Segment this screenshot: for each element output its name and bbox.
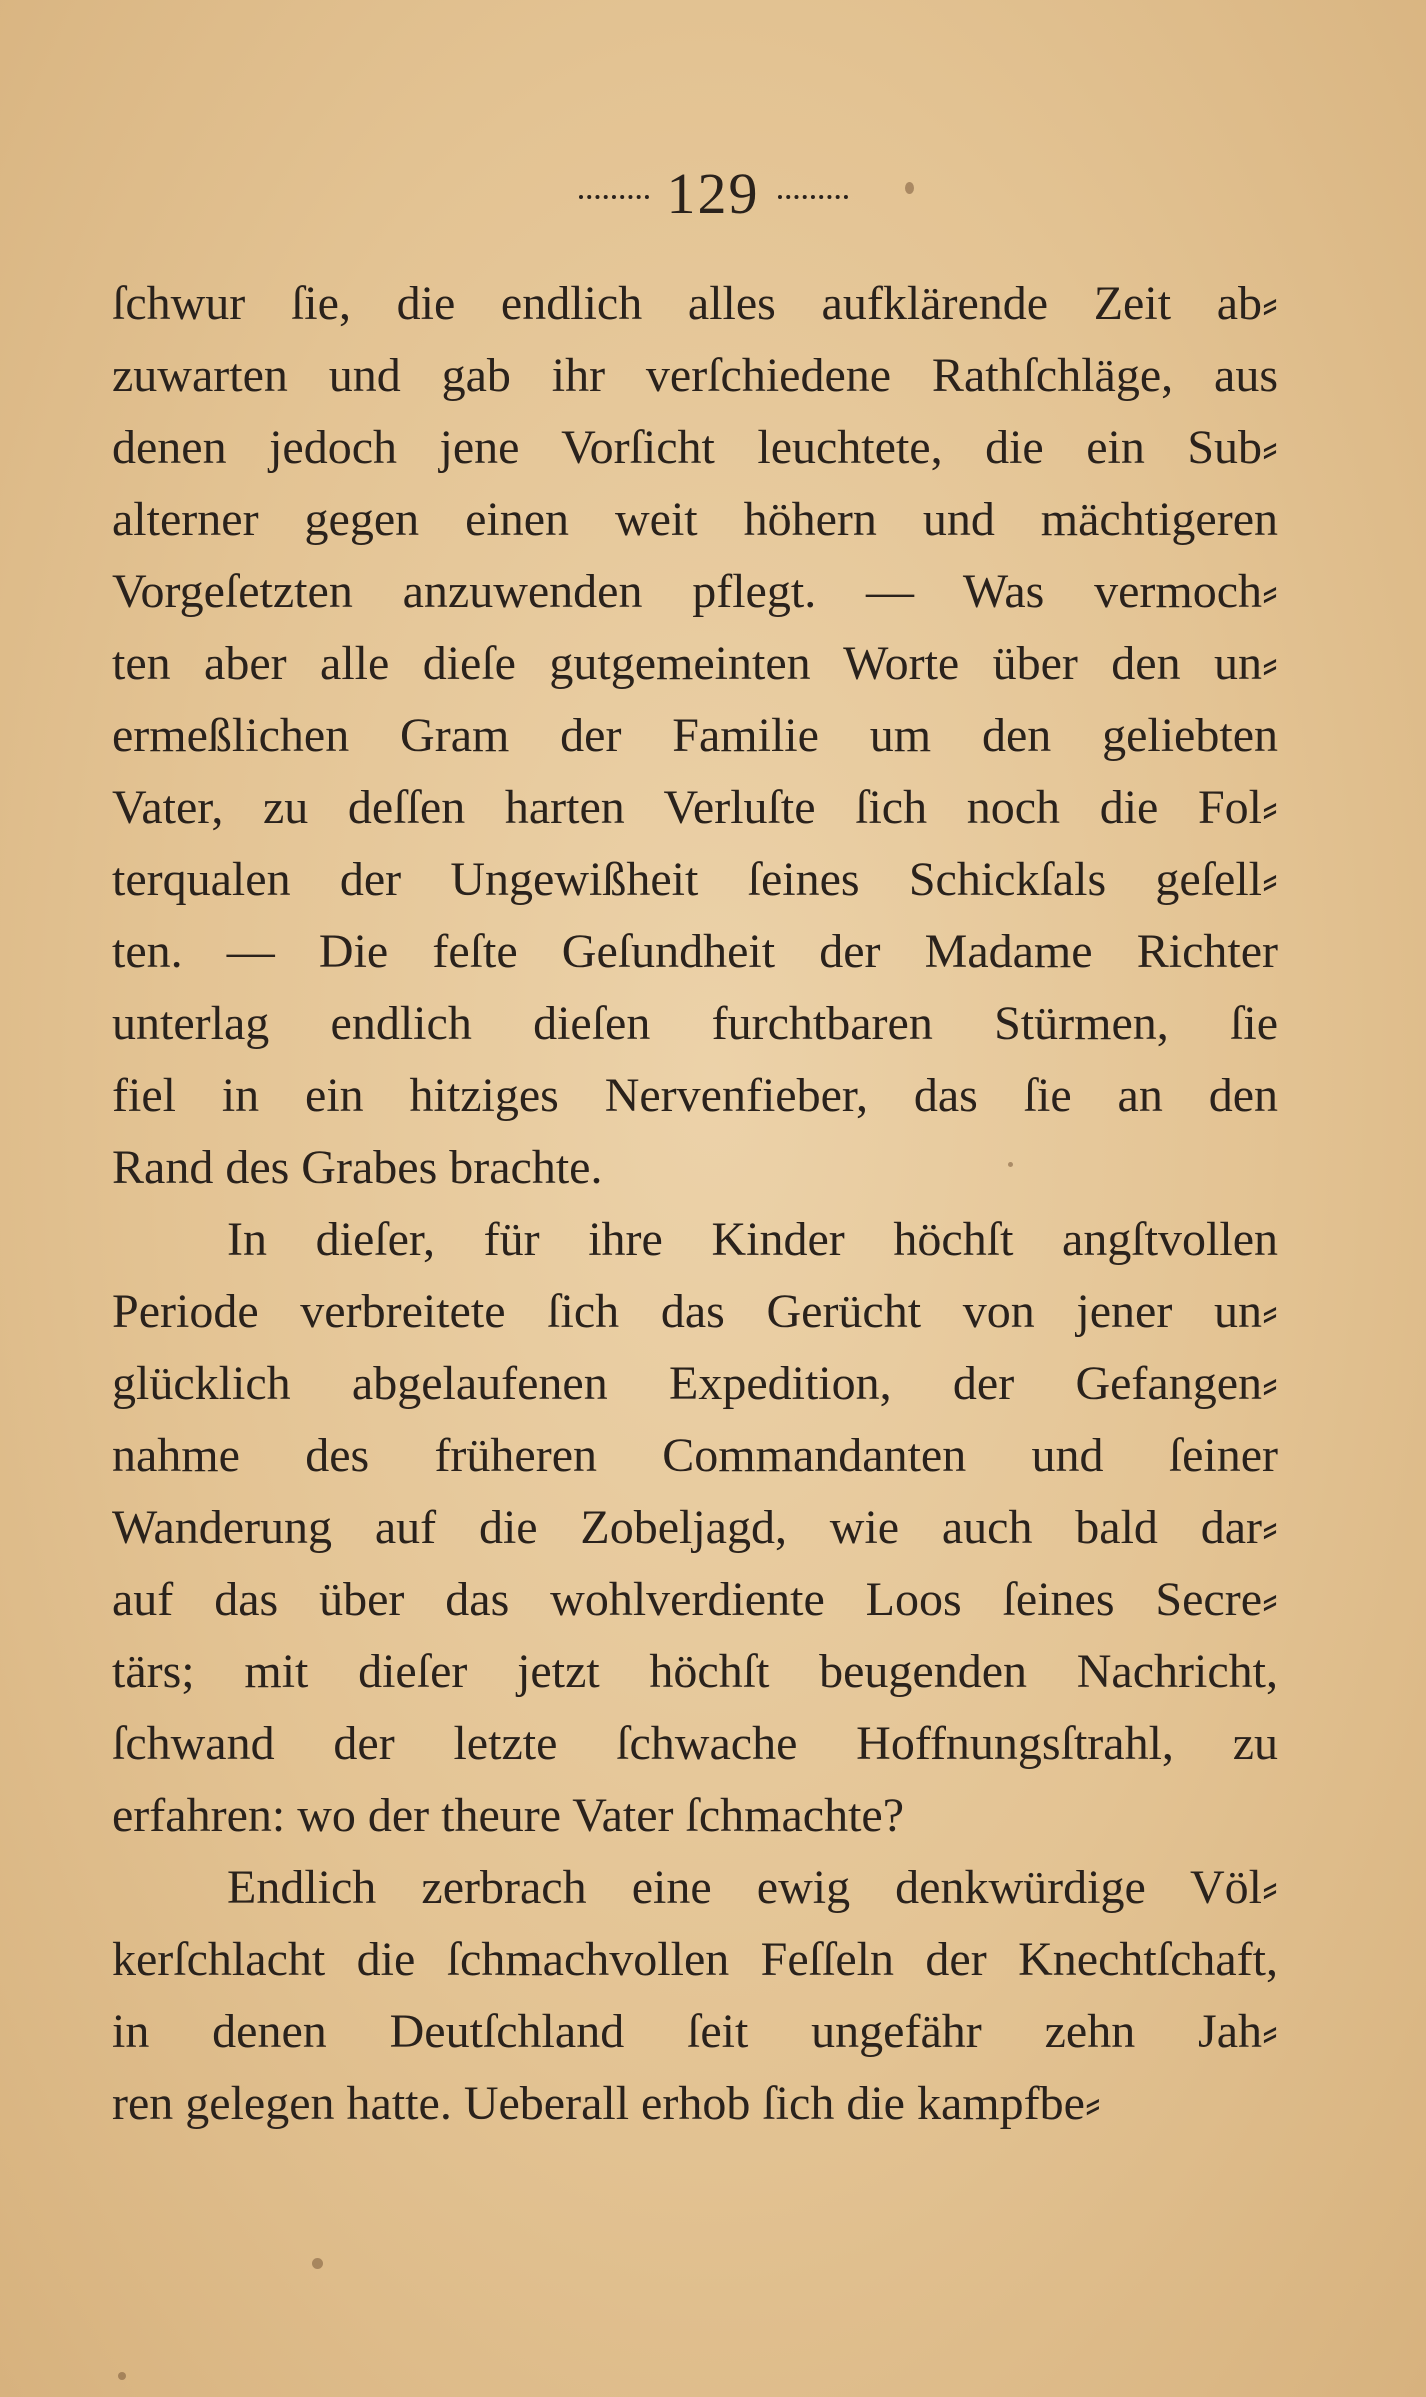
text-line: alterner gegen einen weit höhern und mächtigeren — [112, 493, 1278, 546]
text-line: Vorgeſetzten anzuwenden pflegt. — Was vermoch⸗ — [112, 565, 1278, 618]
text-line: ſchwand der letzte ſchwache Hoffnungsſtrahl, zu — [112, 1717, 1278, 1770]
text-line: kerſchlacht die ſchmachvollen Feſſeln der Knechtſchaft, — [112, 1933, 1278, 1986]
text-line: fiel in ein hitziges Nervenfieber, das ſie an den — [112, 1069, 1278, 1122]
text-line: Endlich zerbrach eine ewig denkwürdige Völ⸗ — [227, 1861, 1278, 1914]
text-line: tärs; mit dieſer jetzt höchſt beugenden Nachricht, — [112, 1645, 1278, 1698]
page-number: 129 — [666, 161, 760, 226]
ornament-right — [778, 195, 848, 204]
text-line: zuwarten und gab ihr verſchiedene Rathſchläge, aus — [112, 349, 1278, 402]
text-line: Vater, zu deſſen harten Verluſte ſich noch die Fol⸗ — [112, 781, 1278, 834]
text-line: ten. — Die feſte Geſundheit der Madame Richter — [112, 925, 1278, 978]
text-line: Rand des Grabes brachte. — [112, 1141, 603, 1194]
text-line: terqualen der Ungewißheit ſeines Schickſals geſell⸗ — [112, 853, 1278, 906]
text-line: unterlag endlich dieſen furchtbaren Stürmen, ſie — [112, 997, 1278, 1050]
text-line: Periode verbreitete ſich das Gerücht von jener un⸗ — [112, 1285, 1278, 1338]
text-line: in denen Deutſchland ſeit ungefähr zehn Jah⸗ — [112, 2005, 1278, 2058]
text-line: nahme des früheren Commandanten und ſeiner — [112, 1429, 1278, 1482]
text-line: Wanderung auf die Zobeljagd, wie auch bald dar⸗ — [112, 1501, 1278, 1554]
paragraph — [112, 268, 1278, 1204]
ornament-left — [579, 195, 649, 204]
text-line: In dieſer, für ihre Kinder höchſt angſtvollen — [227, 1213, 1278, 1266]
text-line: ten aber alle dieſe gutgemeinten Worte über den un⸗ — [112, 637, 1278, 690]
paper-spot — [905, 182, 914, 194]
page-header — [0, 160, 1426, 227]
paragraph — [112, 1204, 1278, 1852]
text-line: auf das über das wohlverdiente Loos ſeines Secre⸗ — [112, 1573, 1278, 1626]
paragraph — [112, 1852, 1278, 2140]
paper-spot — [312, 2258, 323, 2269]
body-text — [112, 268, 1278, 2140]
text-line: ren gelegen hatte. Ueberall erhob ſich die kampfbe⸗ — [112, 2077, 1101, 2130]
paper-spot — [118, 2372, 126, 2380]
text-line: ſchwur ſie, die endlich alles aufklärende Zeit ab⸗ — [112, 277, 1278, 330]
text-line: denen jedoch jene Vorſicht leuchtete, die ein Sub⸗ — [112, 421, 1278, 474]
paper-spot — [1008, 1162, 1013, 1167]
text-line: ermeßlichen Gram der Familie um den geliebten — [112, 709, 1278, 762]
text-line: glücklich abgelaufenen Expedition, der Gefangen⸗ — [112, 1357, 1278, 1410]
text-line: erfahren: wo der theure Vater ſchmachte? — [112, 1789, 905, 1842]
